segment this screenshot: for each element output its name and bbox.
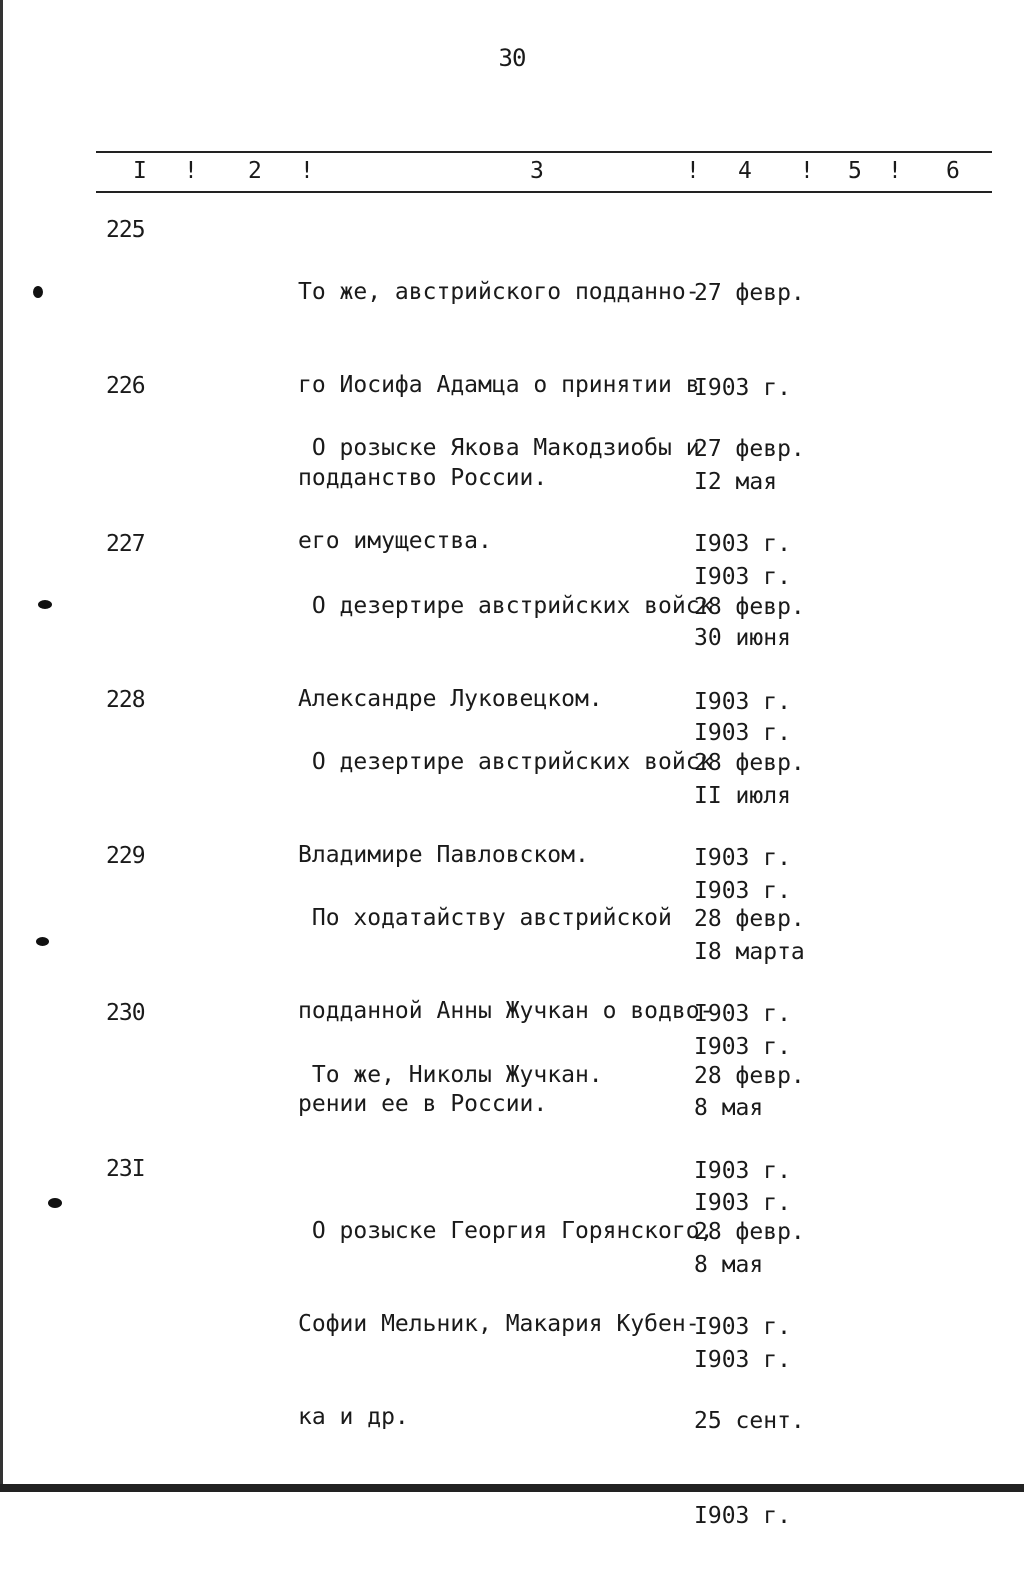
entry-description xyxy=(298,1154,714,1495)
date-line: 28 февр. xyxy=(694,594,805,620)
date-line: 8 мая xyxy=(694,1095,764,1121)
entry-number: 227 xyxy=(106,531,145,557)
header-col-3: 3 xyxy=(530,158,544,184)
description-line: го Иосифа Адамца о принятии в xyxy=(298,372,700,398)
date-line: I903 г. xyxy=(694,844,791,871)
date-line: I8 марта xyxy=(694,939,805,965)
date-line: I903 г. xyxy=(694,1313,791,1340)
entry-number: 23I xyxy=(106,1156,145,1182)
entry-number: 228 xyxy=(106,687,145,713)
date-line: 28 февр. xyxy=(694,1063,805,1089)
description-line: его имущества. xyxy=(298,528,492,554)
page-number: 30 xyxy=(498,44,526,72)
binder-hole-mark xyxy=(33,286,43,298)
description-line: подданство России. xyxy=(298,465,548,491)
date-line: 28 февр. xyxy=(694,1219,805,1245)
date-line: 27 февр. xyxy=(694,280,805,306)
date-line: I903 г. xyxy=(694,1157,791,1184)
description-line: Владимире Павловском. xyxy=(298,842,589,868)
page-bottom-edge xyxy=(0,1484,1024,1492)
date-line: I903 г. xyxy=(694,563,791,590)
date-line: 8 мая xyxy=(694,1252,764,1278)
description-line: То же, Николы Жучкан. xyxy=(298,1062,603,1088)
header-col-1: I xyxy=(133,158,147,184)
description-line: О розыске Георгия Горянского, xyxy=(298,1218,714,1244)
date-line: I903 г. xyxy=(694,1502,791,1529)
date-line: 27 февр. xyxy=(694,436,805,462)
description-line: О розыске Якова Макодзиобы и xyxy=(298,435,700,461)
header-separator: ! xyxy=(888,158,902,184)
date-line: I903 г. xyxy=(694,719,791,746)
binder-hole-mark xyxy=(38,600,52,609)
binder-hole-mark xyxy=(48,1198,62,1208)
date-line: I903 г. xyxy=(694,1346,791,1373)
table-header-top-rule xyxy=(96,151,992,153)
date-line: I903 г. xyxy=(694,688,791,715)
date-line: 30 июня xyxy=(694,625,791,651)
entry-number: 226 xyxy=(106,373,145,399)
header-col-2: 2 xyxy=(248,158,262,184)
description-line: По ходатайству австрийской xyxy=(298,905,672,931)
header-separator: ! xyxy=(800,158,814,184)
date-line: I903 г. xyxy=(694,374,791,401)
description-line: О дезертире австрийских войск xyxy=(298,593,714,619)
header-separator: ! xyxy=(300,158,314,184)
date-line: I903 г. xyxy=(694,877,791,904)
date-line: I903 г. xyxy=(694,530,791,557)
entry-number: 225 xyxy=(106,217,145,243)
date-line: I903 г. xyxy=(694,1033,791,1060)
description-line: подданной Анны Жучкан о водво- xyxy=(298,998,714,1024)
description-line: О дезертире австрийских войск xyxy=(298,749,714,775)
description-line: ка и др. xyxy=(298,1404,409,1430)
description-line: рении ее в России. xyxy=(298,1091,548,1117)
entry-number: 229 xyxy=(106,843,145,869)
date-line: II июля xyxy=(694,783,791,809)
entry-description xyxy=(298,998,714,1153)
header-separator: ! xyxy=(184,158,198,184)
date-line: I903 г. xyxy=(694,1000,791,1027)
date-line: 28 февр. xyxy=(694,906,805,932)
header-separator: ! xyxy=(686,158,700,184)
header-col-6: 6 xyxy=(946,158,960,184)
header-col-4: 4 xyxy=(738,158,752,184)
date-line: 25 сент. xyxy=(694,1408,805,1434)
header-col-5: 5 xyxy=(848,158,862,184)
entry-number: 230 xyxy=(106,1000,145,1026)
entry-dates xyxy=(694,1154,824,1595)
table-row xyxy=(0,1154,1024,1529)
date-line: I2 мая xyxy=(694,469,778,495)
description-line: То же, австрийского подданно- xyxy=(298,279,700,305)
binder-hole-mark xyxy=(36,937,49,946)
table-header-bottom-rule xyxy=(96,191,992,193)
date-line: 28 февр. xyxy=(694,750,805,776)
date-line: I903 г. xyxy=(694,1189,791,1216)
description-line: Софии Мельник, Макария Кубен- xyxy=(298,1311,700,1337)
description-line: Александре Луковецком. xyxy=(298,686,603,712)
